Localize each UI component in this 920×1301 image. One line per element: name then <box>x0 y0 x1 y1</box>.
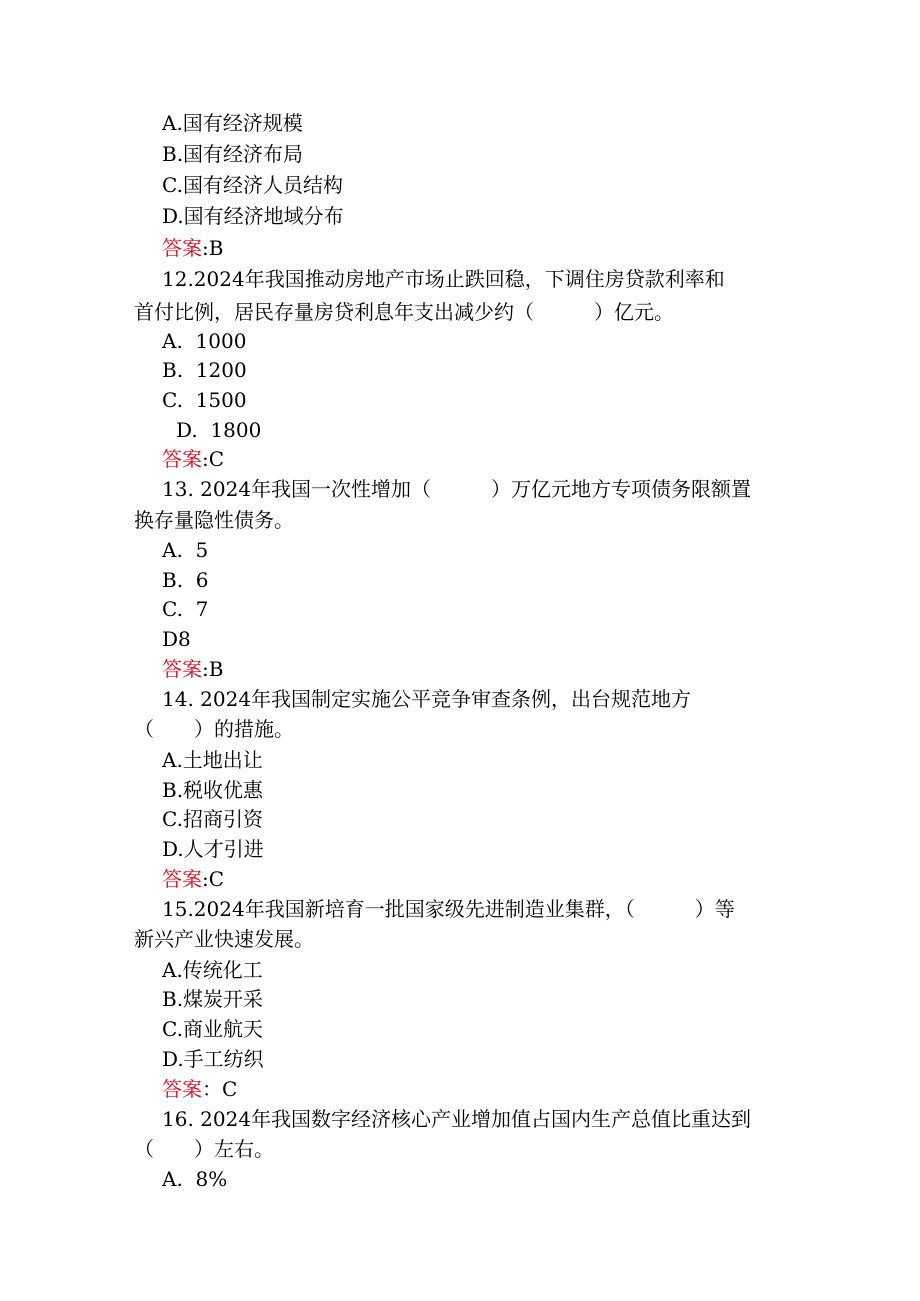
q14-option-b: B.税收优惠 <box>162 778 264 802</box>
q12-option-d: D. 1800 <box>176 418 262 442</box>
q11-option-d: D.国有经济地域分布 <box>162 204 344 228</box>
q14-option-c: C.招商引资 <box>162 807 263 831</box>
q12-option-a: A. 1000 <box>162 329 247 353</box>
q12-answer <box>162 446 224 472</box>
q13-answer <box>162 656 223 682</box>
q12-stem-line1: 12.2024年我国推动房地产市场止跌回稳，下调住房贷款利率和 <box>162 267 725 291</box>
q14-answer <box>162 866 224 892</box>
q16-stem-line1: 16. 2024年我国数字经济核心产业增加值占国内生产总值比重达到 <box>162 1107 752 1131</box>
answer-value: ：C <box>202 1077 238 1101</box>
q13-option-a: A. 5 <box>162 538 209 562</box>
q12-stem-line2: 首付比例，居民存量房贷利息年支出减少约（ ）亿元。 <box>134 300 674 324</box>
answer-label: 答案 <box>162 447 202 471</box>
q13-option-c: C. 7 <box>162 597 209 621</box>
q15-option-a: A.传统化工 <box>162 958 263 982</box>
q11-option-a: A.国有经济规模 <box>162 111 303 135</box>
q11-option-c: C.国有经济人员结构 <box>162 173 343 197</box>
q15-option-d: D.手工纺织 <box>162 1047 264 1071</box>
q15-stem-line1: 15.2024年我国新培育一批国家级先进制造业集群，（ ）等 <box>162 897 735 921</box>
q14-stem-line2: （ ）的措施。 <box>134 717 294 741</box>
answer-value: :B <box>202 236 224 260</box>
answer-label: 答案 <box>162 867 202 891</box>
answer-label: 答案 <box>162 657 202 681</box>
q13-option-b: B. 6 <box>162 568 209 592</box>
q13-stem-line1: 13. 2024年我国一次性增加（ ）万亿元地方专项债务限额置 <box>162 477 752 501</box>
q15-answer <box>162 1076 237 1102</box>
q14-stem-line1: 14. 2024年我国制定实施公平竞争审查条例，出台规范地方 <box>162 687 692 711</box>
q13-stem-line2: 换存量隐性债务。 <box>134 508 294 532</box>
q11-option-b: B.国有经济布局 <box>162 142 304 166</box>
answer-label: 答案 <box>162 236 202 260</box>
answer-value: :C <box>202 867 225 891</box>
q12-option-c: C. 1500 <box>162 388 247 412</box>
answer-label: 答案 <box>162 1077 202 1101</box>
q11-answer <box>162 235 223 261</box>
q12-option-b: B. 1200 <box>162 358 247 382</box>
q13-option-d: D8 <box>162 627 191 651</box>
q14-option-a: A.土地出让 <box>162 748 263 772</box>
answer-value: :C <box>202 447 225 471</box>
q16-stem-line2: （ ）左右。 <box>134 1137 274 1161</box>
q16-option-a: A. 8% <box>162 1167 228 1191</box>
q15-stem-line2: 新兴产业快速发展。 <box>134 927 314 951</box>
q15-option-b: B.煤炭开采 <box>162 987 264 1011</box>
q15-option-c: C.商业航天 <box>162 1017 263 1041</box>
q14-option-d: D.人才引进 <box>162 837 264 861</box>
answer-value: :B <box>202 657 224 681</box>
